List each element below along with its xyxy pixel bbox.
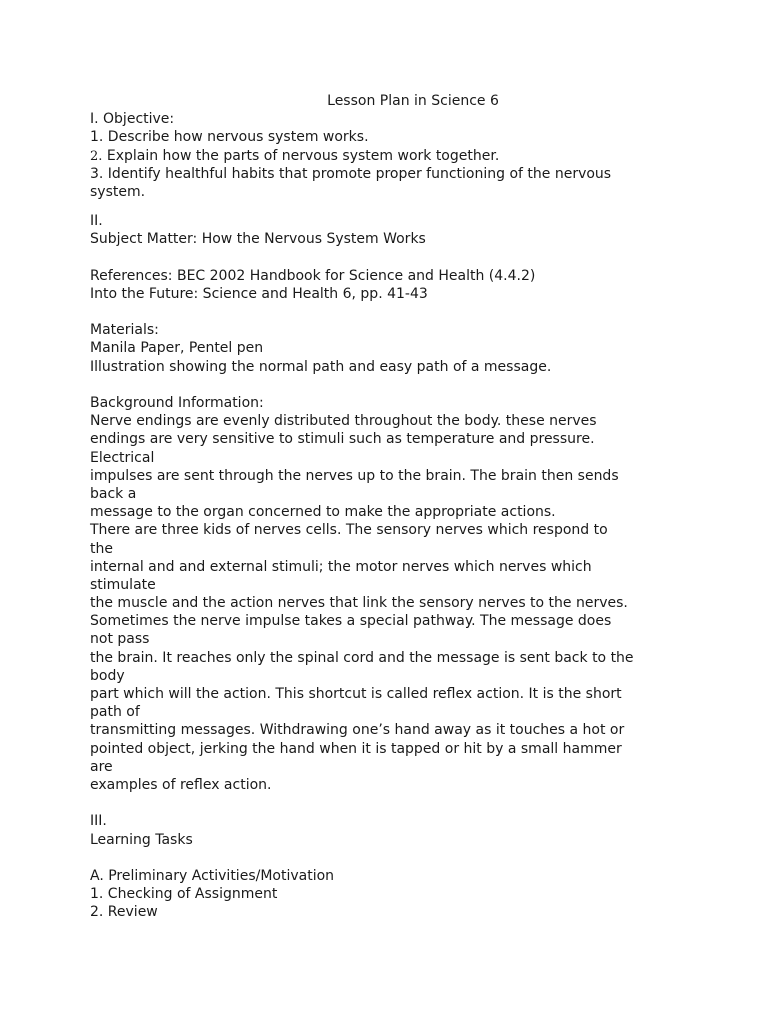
materials-line-2: Illustration showing the normal path and easy path of a message. [90, 358, 552, 375]
background-line: back a [90, 485, 137, 502]
background-line: the [90, 540, 113, 557]
learning-task-item-2: 2. Review [90, 904, 158, 921]
background-line: the brain. It reaches only the spinal cord and the message is sent back to the [90, 649, 634, 666]
objective-item-2-text: Explain how the parts of nervous system work together. [102, 147, 500, 164]
background-line: body [90, 667, 125, 684]
background-line: message to the organ concerned to make the appropriate actions. [90, 504, 556, 521]
references-line-2: Into the Future: Science and Health 6, pp. 41-43 [90, 285, 428, 302]
background-line: Electrical [90, 449, 155, 466]
objective-item-1: 1. Describe how nervous system works. [90, 129, 369, 146]
document-title: Lesson Plan in Science 6 [327, 93, 499, 109]
materials-heading: Materials: [90, 322, 159, 339]
background-line: path of [90, 704, 140, 721]
background-line: internal and and external stimuli; the motor nerves which nerves which [90, 558, 592, 575]
background-line: the muscle and the action nerves that link the sensory nerves to the nerves. [90, 595, 628, 612]
background-line: pointed object, jerking the hand when it is tapped or hit by a small hammer [90, 740, 622, 757]
document-page [90, 92, 690, 921]
materials-line-1: Manila Paper, Pentel pen [90, 340, 264, 357]
background-line: transmitting messages. Withdrawing one’s hand away as it touches a hot or [90, 722, 625, 739]
preliminary-activities-heading: A. Preliminary Activities/Motivation [90, 867, 335, 884]
background-line: examples of reflex action. [90, 776, 272, 793]
background-line: not pass [90, 631, 150, 648]
section-3-numeral: III. [90, 813, 107, 830]
background-heading: Background Information: [90, 395, 264, 411]
background-line: Nerve endings are evenly distributed throughout the body. these nerves [90, 413, 597, 430]
background-line: stimulate [90, 576, 156, 593]
subject-matter: Subject Matter: How the Nervous System Works [90, 231, 426, 248]
objective-heading: I. Objective: [90, 111, 175, 128]
background-line: impulses are sent through the nerves up to the brain. The brain then sends [90, 467, 619, 484]
background-line: part which will the action. This shortcut is called reflex action. It is the short [90, 686, 622, 702]
background-line: Sometimes the nerve impulse takes a special pathway. The message does [90, 613, 612, 630]
objective-item-2 [90, 147, 690, 165]
background-line: There are three kids of nerves cells. The sensory nerves which respond to [90, 522, 608, 539]
objective-item-2-number: 2. [90, 148, 103, 164]
background-line: endings are very sensitive to stimuli such as temperature and pressure. [90, 431, 595, 448]
references-line-1: References: BEC 2002 Handbook for Science and Health (4.4.2) [90, 267, 536, 284]
learning-tasks-heading: Learning Tasks [90, 831, 193, 848]
objective-item-3-line-1: 3. Identify healthful habits that promote proper functioning of the nervous [90, 165, 612, 182]
objective-item-3-line-2: system. [90, 183, 146, 200]
section-2-numeral: II. [90, 213, 103, 230]
background-line: are [90, 758, 113, 775]
learning-task-item-1: 1. Checking of Assignment [90, 886, 278, 903]
